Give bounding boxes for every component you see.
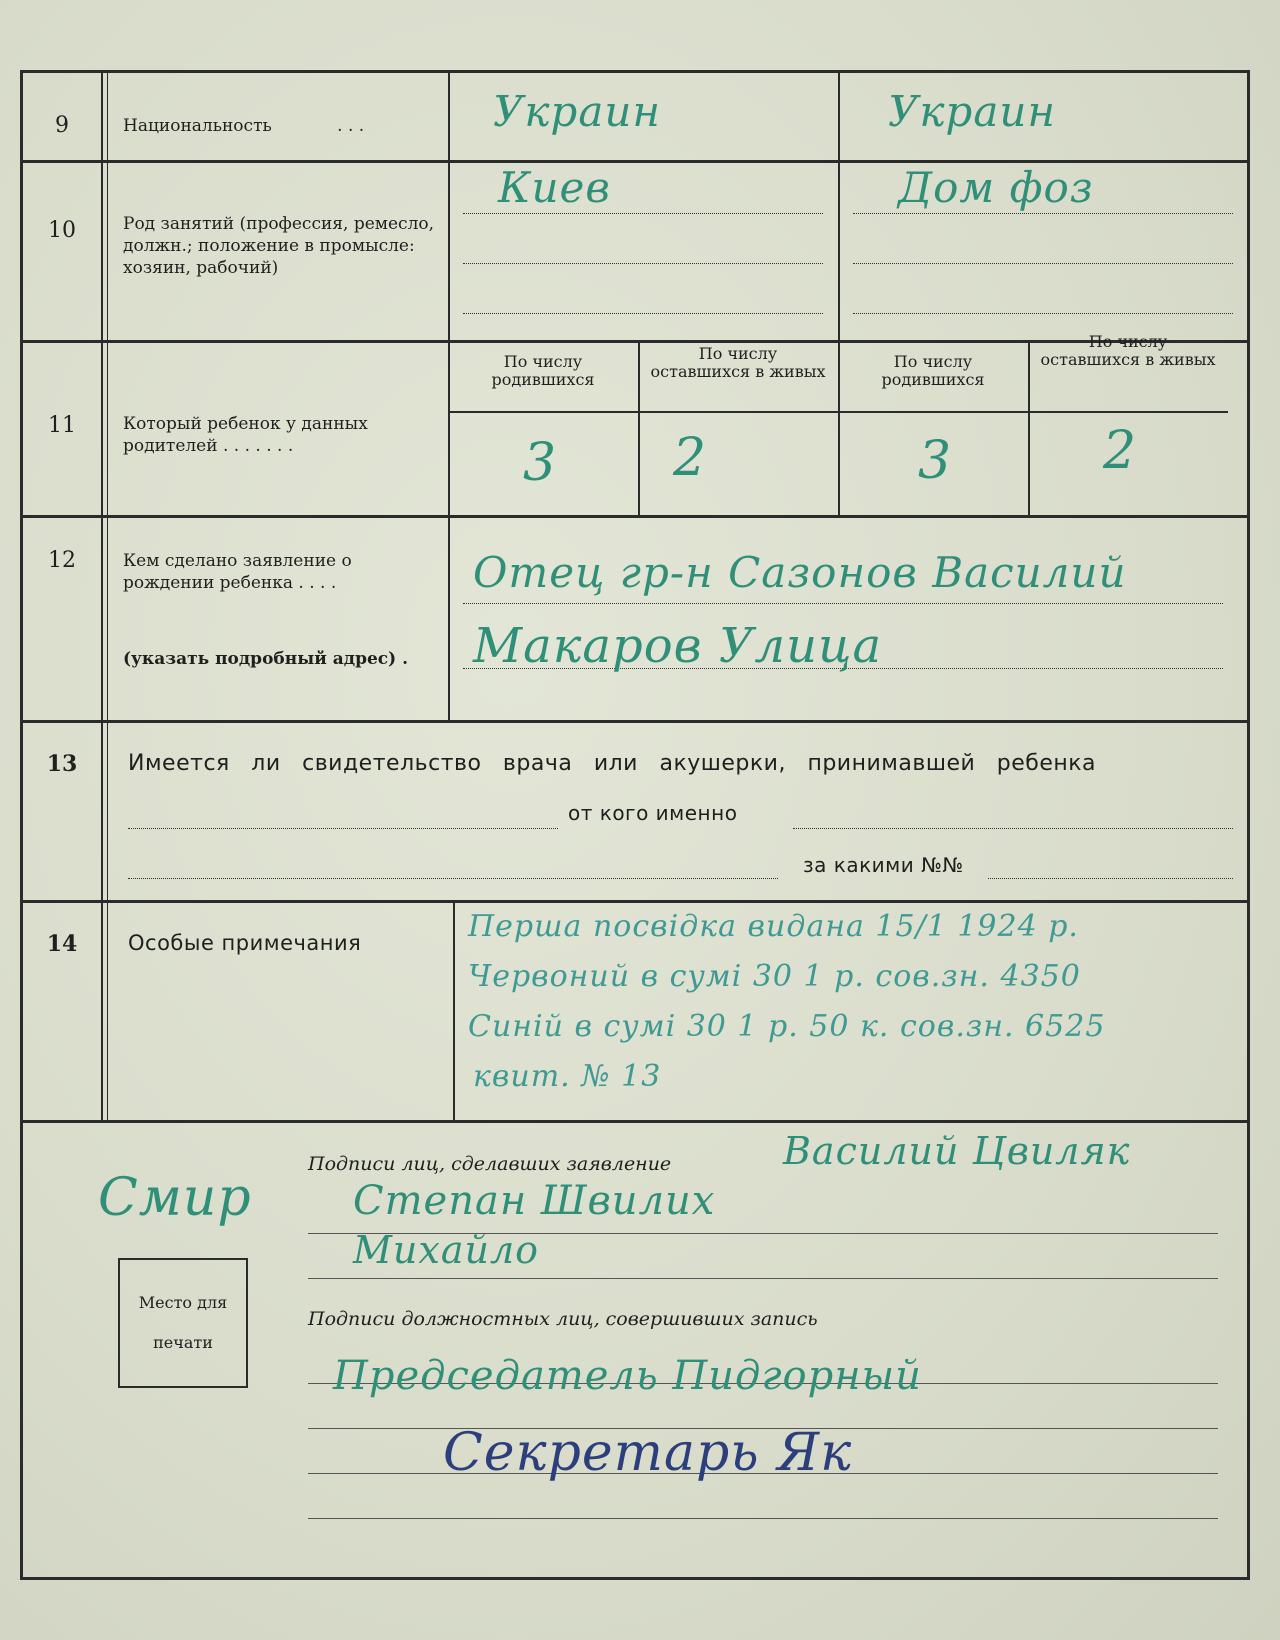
address-label: (указать подробный адрес) . (123, 649, 409, 669)
row-label: Кем сделано заявление о рождении ребенка . . . . (123, 551, 352, 593)
declarant-name: Отец гр-н Сазонов Василий (473, 548, 1127, 597)
official-signature-1: Председатель Пидгорный (333, 1353, 922, 1399)
note-line-3: Синій в сумі 30 1 р. 50 к. сов.зн. 6525 (468, 1009, 1106, 1044)
applicants-signature-label: Подписи лиц, сделавших заявление (308, 1153, 672, 1175)
row-number: 13 (23, 723, 103, 900)
row-number: 11 (23, 343, 103, 515)
row-label: Национальность . . . (123, 116, 365, 136)
notes-label: Особые примечания (128, 931, 362, 955)
row-13 (23, 723, 1247, 903)
official-signature-2: Секретарь Як (443, 1423, 853, 1483)
alive-count-mother: 2 (1103, 421, 1138, 481)
note-line-2: Червоний в сумі 30 1 р. сов.зн. 4350 (468, 959, 1081, 994)
row-number: 12 (23, 518, 103, 720)
row-10 (23, 163, 1247, 343)
born-count-mother: 3 (918, 431, 953, 491)
numbers-label: за какими №№ (803, 853, 964, 877)
stamp-placeholder: Место для печати (118, 1258, 248, 1388)
row-11 (23, 332, 1247, 518)
row-14 (23, 903, 1247, 1123)
applicant-signature-2: Степан Швилих (353, 1178, 716, 1224)
col-born-mother: По числу родившихся (881, 352, 985, 389)
nationality-father: Украин (493, 87, 662, 136)
declarant-address: Макаров Улица (473, 618, 883, 674)
col-alive-father: По числу оставшихся в живых (650, 344, 826, 381)
occupation-father: Киев (498, 163, 611, 212)
registration-form (20, 70, 1250, 1580)
officials-signature-label: Подписи должностных лиц, совершивших запись (308, 1308, 818, 1330)
alive-count-father: 2 (673, 428, 708, 488)
row-label: Который ребенок у данных родителей . . . . . . . (123, 414, 368, 456)
applicant-signature-1: Василий Цвиляк (783, 1129, 1131, 1173)
doctor-certificate-question: Имеется ли свидетельство врача или акушерки, принимавшей ребенка (128, 751, 1097, 776)
nationality-mother: Украин (888, 87, 1057, 136)
col-born-father: По числу родившихся (491, 352, 595, 389)
row-9 (23, 73, 1247, 163)
note-line-4: квит. № 13 (473, 1059, 662, 1094)
note-line-1: Перша посвідка видана 15/1 1924 р. (468, 909, 1079, 944)
born-count-father: 3 (523, 433, 558, 493)
from-whom-label: от кого именно (568, 801, 738, 825)
row-12 (23, 518, 1247, 723)
row-number: 10 (23, 163, 103, 340)
row-number: 9 (23, 73, 103, 160)
col-alive-mother: По числу оставшихся в живых (1040, 332, 1216, 369)
row-label: Род занятий (профессия, ремесло, должн.; положение в промысле: хозяин, рабочий) (123, 214, 435, 278)
applicant-signature-3: Михайло (353, 1228, 540, 1272)
occupation-mother: Дом фоз (898, 163, 1094, 212)
margin-mark: Смир (98, 1168, 252, 1228)
row-number: 14 (23, 903, 103, 1120)
